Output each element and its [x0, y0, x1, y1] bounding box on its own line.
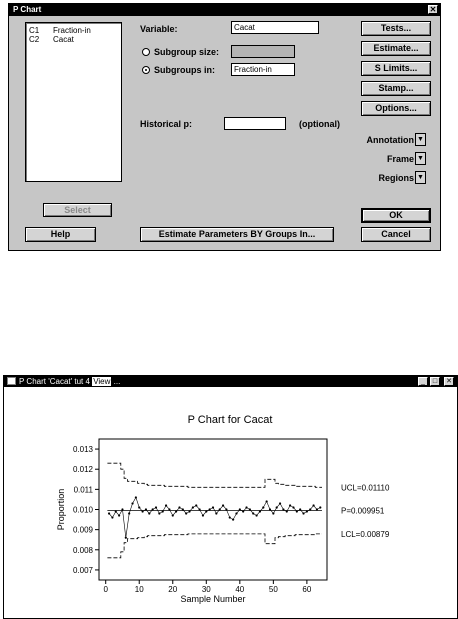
- annotation-label: Annotation: [366, 135, 414, 145]
- chevron-down-icon: ▼: [417, 136, 424, 143]
- data-point: [296, 510, 298, 512]
- series-line: [109, 497, 320, 537]
- data-point: [202, 514, 204, 516]
- estimate-by-groups-button[interactable]: Estimate Parameters BY Groups In...: [140, 227, 334, 242]
- data-point: [158, 512, 160, 514]
- data-point: [306, 510, 308, 512]
- data-point: [319, 506, 321, 508]
- close-icon[interactable]: ✕: [429, 5, 437, 14]
- column-name: Fraction-in: [53, 26, 91, 35]
- data-point: [266, 500, 268, 502]
- lcl-label: LCL=0.00879: [341, 529, 390, 539]
- maximize-icon[interactable]: □: [430, 377, 440, 386]
- p-chart-window: [3, 375, 458, 619]
- data-point: [135, 496, 137, 498]
- window-title-suffix: ...: [113, 377, 121, 386]
- column-id: C2: [29, 35, 40, 44]
- s-limits-button[interactable]: S Limits...: [361, 61, 431, 76]
- data-point: [239, 508, 241, 510]
- y-tick-label: 0.007: [72, 565, 93, 575]
- dialog-titlebar: [9, 4, 440, 16]
- y-tick-label: 0.008: [72, 545, 93, 555]
- y-axis-label: Proportion: [56, 488, 66, 531]
- data-point: [259, 510, 261, 512]
- data-point: [168, 508, 170, 510]
- frame-dropdown[interactable]: [415, 152, 426, 165]
- chart-title: P Chart for Cacat: [187, 414, 273, 426]
- data-point: [172, 514, 174, 516]
- data-point: [229, 516, 231, 518]
- data-point: [185, 512, 187, 514]
- data-point: [219, 508, 221, 510]
- data-point: [148, 512, 150, 514]
- data-point: [292, 506, 294, 508]
- data-point: [145, 508, 147, 510]
- x-axis-label: Sample Number: [180, 594, 246, 604]
- data-point: [178, 506, 180, 508]
- x-tick-label: 30: [201, 585, 211, 594]
- column-name: Cacat: [53, 35, 74, 44]
- data-point: [262, 506, 264, 508]
- column-id: C1: [29, 26, 40, 35]
- chart-window-titlebar: [4, 376, 457, 387]
- regions-label: Regions: [378, 173, 414, 183]
- select-button[interactable]: Select: [43, 203, 112, 217]
- tests-button[interactable]: Tests...: [361, 21, 431, 36]
- data-point: [182, 508, 184, 510]
- data-point: [131, 502, 133, 504]
- annotation-dropdown[interactable]: [415, 133, 426, 146]
- close-icon[interactable]: ✕: [444, 377, 454, 386]
- data-point: [125, 537, 127, 539]
- data-point: [195, 504, 197, 506]
- variable-field[interactable]: Cacat: [231, 21, 319, 34]
- y-tick-label: 0.013: [72, 445, 93, 455]
- data-point: [205, 510, 207, 512]
- x-tick-label: 20: [168, 585, 178, 594]
- data-point: [138, 506, 140, 508]
- y-tick-label: 0.010: [72, 505, 93, 515]
- data-point: [198, 508, 200, 510]
- y-tick-label: 0.011: [73, 485, 93, 495]
- data-point: [118, 514, 120, 516]
- data-point: [188, 510, 190, 512]
- data-point: [141, 510, 143, 512]
- data-point: [165, 504, 167, 506]
- subgroup-size-radio[interactable]: [142, 48, 150, 56]
- subgroups-in-label: Subgroups in:: [154, 65, 215, 75]
- data-point: [115, 510, 117, 512]
- data-point: [111, 516, 113, 518]
- x-tick-label: 0: [103, 585, 108, 594]
- x-tick-label: 60: [302, 585, 312, 594]
- dialog-title: P Chart: [13, 5, 42, 14]
- window-title-text: P Chart 'Cacat' tut 4: [19, 377, 90, 386]
- subgroup-size-field[interactable]: [231, 45, 295, 58]
- data-point: [272, 512, 274, 514]
- data-point: [212, 506, 214, 508]
- variable-label: Variable:: [140, 24, 178, 34]
- x-tick-label: 10: [134, 585, 144, 594]
- data-point: [312, 504, 314, 506]
- data-point: [316, 508, 318, 510]
- data-point: [255, 514, 257, 516]
- data-point: [269, 508, 271, 510]
- data-point: [222, 504, 224, 506]
- chart-window-title: [19, 376, 120, 387]
- variable-list[interactable]: [25, 22, 122, 182]
- data-point: [309, 508, 311, 510]
- chevron-down-icon: ▼: [417, 174, 424, 181]
- data-point: [192, 506, 194, 508]
- p-chart: [4, 387, 457, 618]
- list-item[interactable]: [29, 26, 91, 35]
- frame-label: Frame: [386, 154, 414, 164]
- data-point: [299, 508, 301, 510]
- data-point: [175, 510, 177, 512]
- data-point: [249, 508, 251, 510]
- data-point: [286, 510, 288, 512]
- view-mode-badge: View: [93, 377, 111, 386]
- x-tick-label: 50: [268, 585, 278, 594]
- p-chart-dialog: [8, 3, 441, 251]
- chevron-down-icon: ▼: [417, 155, 424, 162]
- historical-p-field[interactable]: [224, 117, 286, 130]
- optional-label: (optional): [299, 119, 340, 129]
- data-point: [209, 508, 211, 510]
- subgroups-in-radio[interactable]: [142, 66, 150, 74]
- data-point: [215, 512, 217, 514]
- help-button[interactable]: Help: [25, 227, 96, 242]
- data-point: [302, 512, 304, 514]
- data-point: [155, 506, 157, 508]
- plot-frame: [99, 439, 327, 580]
- estimate-button[interactable]: Estimate...: [361, 41, 431, 56]
- data-point: [108, 512, 110, 514]
- data-point: [276, 506, 278, 508]
- window-icon: [7, 377, 16, 385]
- y-tick-label: 0.009: [72, 525, 93, 535]
- data-point: [279, 502, 281, 504]
- historical-p-label: Historical p:: [140, 119, 193, 129]
- subgroup-size-label: Subgroup size:: [154, 47, 219, 57]
- data-point: [289, 504, 291, 506]
- x-tick-label: 40: [235, 585, 245, 594]
- data-point: [242, 510, 244, 512]
- data-point: [232, 518, 234, 520]
- center-label: P=0.009951: [341, 506, 385, 516]
- data-point: [152, 508, 154, 510]
- data-point: [162, 510, 164, 512]
- minimize-icon[interactable]: _: [418, 377, 428, 386]
- stamp-button[interactable]: Stamp...: [361, 81, 431, 96]
- data-point: [225, 508, 227, 510]
- data-point: [245, 506, 247, 508]
- list-item[interactable]: [29, 35, 74, 44]
- data-point: [282, 508, 284, 510]
- cancel-button[interactable]: Cancel: [361, 227, 431, 242]
- lcl-line: [107, 534, 322, 558]
- subgroups-in-field[interactable]: Fraction-in: [231, 63, 295, 76]
- y-tick-label: 0.012: [72, 465, 93, 475]
- options-button[interactable]: Options...: [361, 101, 431, 116]
- ok-button[interactable]: OK: [361, 208, 431, 223]
- regions-dropdown[interactable]: [415, 171, 426, 184]
- ucl-line: [107, 463, 322, 487]
- ucl-label: UCL=0.01110: [341, 483, 390, 493]
- data-point: [252, 512, 254, 514]
- data-point: [128, 512, 130, 514]
- data-point: [121, 508, 123, 510]
- data-point: [235, 512, 237, 514]
